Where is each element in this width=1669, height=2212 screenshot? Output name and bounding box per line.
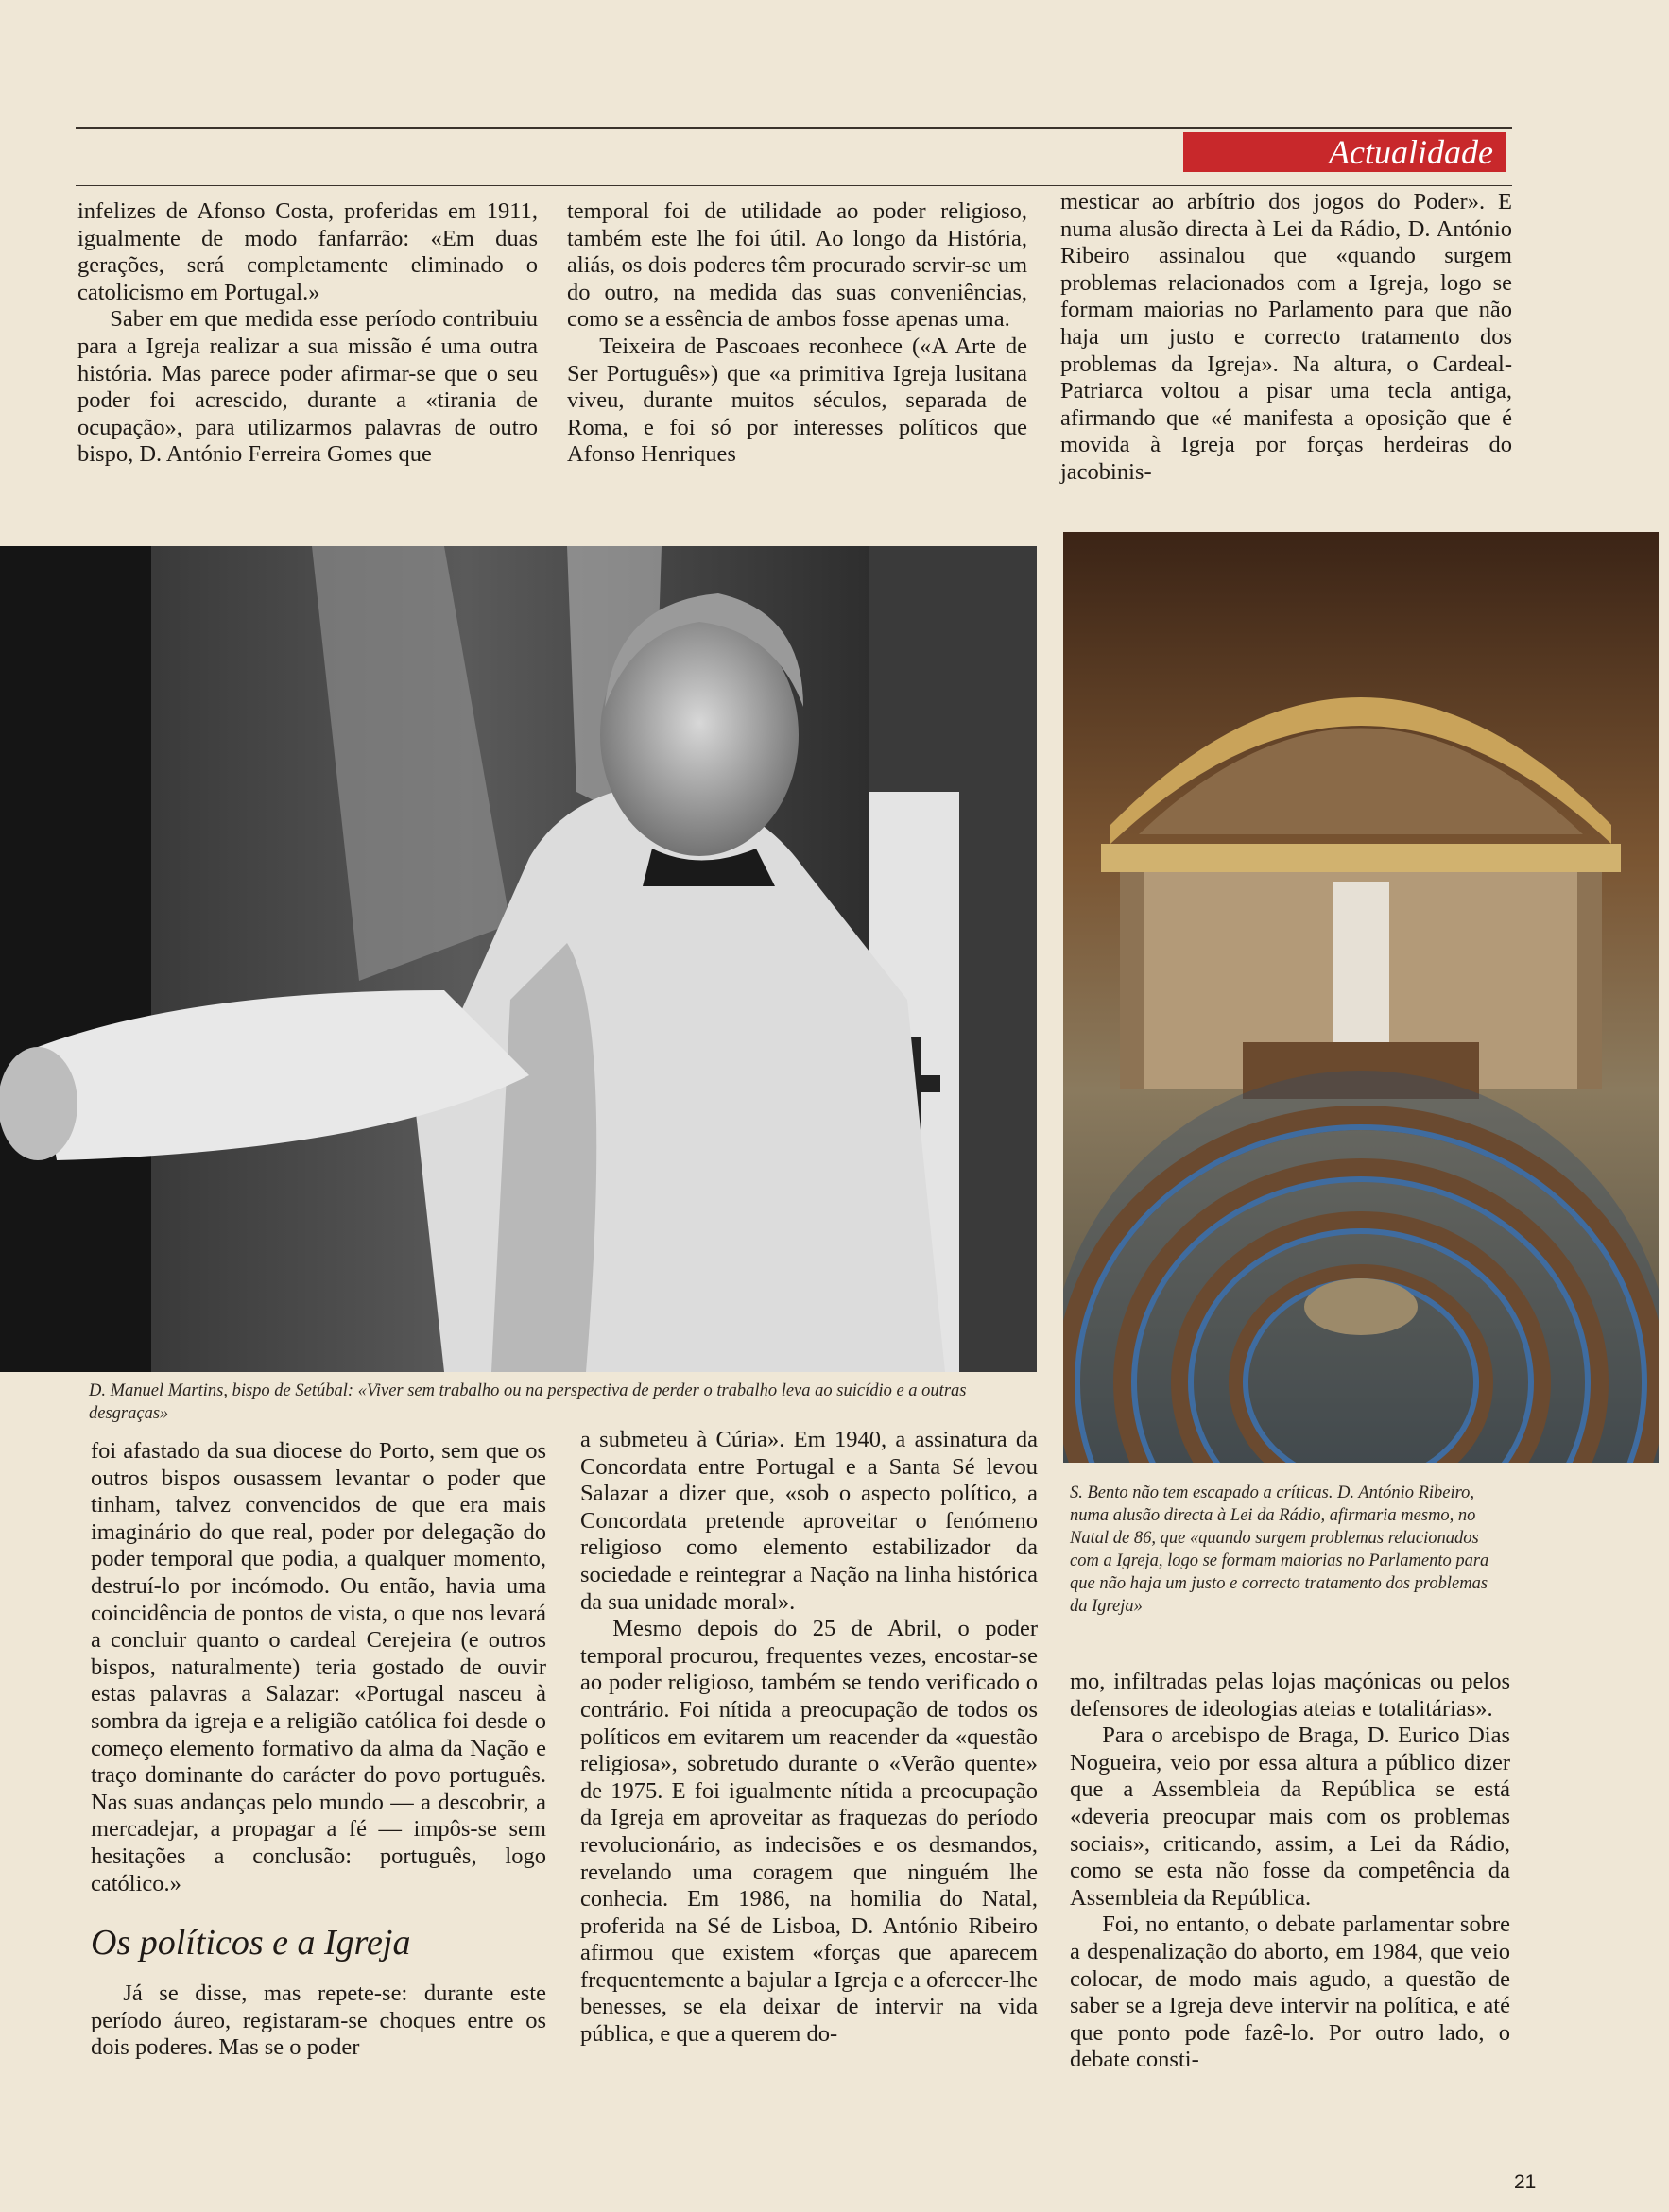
header-rule: [76, 127, 1512, 129]
bottom-column-left: [91, 1438, 546, 2062]
parliament-photo: [1063, 532, 1659, 1463]
bishop-photo: [0, 546, 1037, 1372]
paragraph: Foi, no entanto, o debate parlamentar sobre a despenalização do aborto, em 1984, que veio colocar, de modo mais agudo, a questão de saber se a Igreja deve intervir na política, e até que ponto pode fazê-lo. Por outro lado, o debate consti-: [1070, 1912, 1510, 2073]
paragraph: Saber em que medida esse período contribuiu para a Igreja realizar a sua missão é uma outra história. Mas parece poder afirmar-se que o seu poder foi acrescido, durante a «tirania de ocupação», para utilizarmos palavras de outro bispo, D. António Ferreira Gomes que: [77, 306, 538, 468]
parliament-photo-caption: S. Bento não tem escapado a críticas. D. António Ribeiro, numa alusão directa à Lei da Rádio, afirmaria mesmo, no Natal de 86, que «quando surgem problemas relacionados com a Igreja, logo se formam maiorias no Parlamento para que não haja um justo e correcto tratamento dos problemas da Igreja»: [1070, 1483, 1489, 1616]
top-column-1: [77, 198, 538, 469]
section-tag: Actualidade: [1183, 132, 1506, 172]
paragraph: temporal foi de utilidade ao poder religioso, também este lhe foi útil. Ao longo da História, aliás, os dois poderes têm procurado servir-se um do outro, na medida das suas conveniências, como se a essência de ambos fosse apenas uma.: [567, 198, 1027, 333]
top-column-2: [567, 198, 1027, 469]
paragraph: Já se disse, mas repete-se: durante este período áureo, registaram-se choques entre os dois poderes. Mas se o poder: [91, 1981, 546, 2061]
paragraph: Para o arcebispo de Braga, D. Eurico Dias Nogueira, veio por essa altura a público dizer que a Assembleia da República se está «deveria preocupar mais com os problemas sociais», criticando, assim, a Lei da Rádio, como se esta não fosse da competência da Assembleia da República.: [1070, 1723, 1510, 1911]
subheading: Os políticos e a Igreja: [91, 1923, 411, 1963]
paragraph: Mesmo depois do 25 de Abril, o poder temporal procurou, frequentes vezes, encostar-se ao poder religioso, também se tendo verificado o contrário. Foi nítida a preocupação de todos os políticos em evitarem um reacender da «questão religiosa», sobretudo durante o «Verão quente» de 1975. E foi igualmente nítida a preocupação da Igreja em aproveitar as fraquezas do período revolucionário, as indecisões e os desmandos, revelando uma coragem que ninguém lhe conhecia. Em 1986, na homilia do Natal, proferida na Sé de Lisboa, D. António Ribeiro afirmou que existem «forças que aparecem frequentemente a bajular a Igreja e a oferecer-lhe benesses, se ela deixar de intervir na vida pública, e que a querem do-: [580, 1616, 1038, 2048]
bishop-photo-caption: D. Manuel Martins, bispo de Setúbal: «Viver sem trabalho ou na perspectiva de perder o trabalho leva ao suicídio e a outras desgraças»: [89, 1381, 967, 1423]
paragraph: mesticar ao arbítrio dos jogos do Poder». E numa alusão directa à Lei da Rádio, D. António Ribeiro assinalou que «quando surgem problemas relacionados com a Igreja, logo se formam maiorias no Parlamento para que não haja um justo e correcto tratamento dos problemas da Igreja». Na altura, o Cardeal-Patriarca voltou a pisar uma tecla antiga, afirmando que «é manifesta a oposição que é movida à Igreja por forças herdeiras do jacobinis-: [1060, 189, 1512, 485]
page-number: 21: [1514, 2171, 1537, 2193]
paragraph: infelizes de Afonso Costa, proferidas em 1911, igualmente de modo fanfarrão: «Em duas gerações, será completamente eliminado o catolicismo em Portugal.»: [77, 198, 538, 305]
top-column-3: [1060, 189, 1512, 487]
bottom-column-right: [1070, 1669, 1510, 2074]
header-subrule: [76, 185, 1512, 186]
paragraph: foi afastado da sua diocese do Porto, sem que os outros bispos ousassem levantar o poder que tinham, talvez convencidos de que era mais imaginário do que real, poder por delegação do poder temporal que podia, a qualquer momento, destruí-lo por incómodo. Ou então, havia uma coincidência de pontos de vista, o que nos levará a concluir quanto o cardeal Cerejeira (e outros bispos, naturalmente) teria gostado de ouvir estas palavras a Salazar: «Portugal nasceu à sombra da igreja e a religião católica foi desde o começo elemento formativo da alma da Nação e traço dominante do carácter do povo português. Nas suas andanças pelo mundo — a descobrir, a mercadejar, a propagar a fé — impôs-se sem hesitações a conclusão: português, logo católico.»: [91, 1438, 546, 1896]
paragraph: mo, infiltradas pelas lojas maçónicas ou pelos defensores de ideologias ateias e totalitárias».: [1070, 1669, 1510, 1722]
paragraph: Teixeira de Pascoaes reconhece («A Arte de Ser Português») que «a primitiva Igreja lusitana viveu, durante muitos séculos, separada de Roma, e foi só por interesses políticos que Afonso Henriques: [567, 333, 1027, 468]
bottom-column-middle: [580, 1427, 1038, 2049]
paragraph: a submeteu à Cúria». Em 1940, a assinatura da Concordata entre Portugal e a Santa Sé levou Salazar a dizer que, «sob o aspecto político, a Concordata pretende aproveitar o fenómeno religioso como elemento estabilizador da sociedade e reintegrar a Nação na linha histórica da sua unidade moral».: [580, 1427, 1038, 1615]
